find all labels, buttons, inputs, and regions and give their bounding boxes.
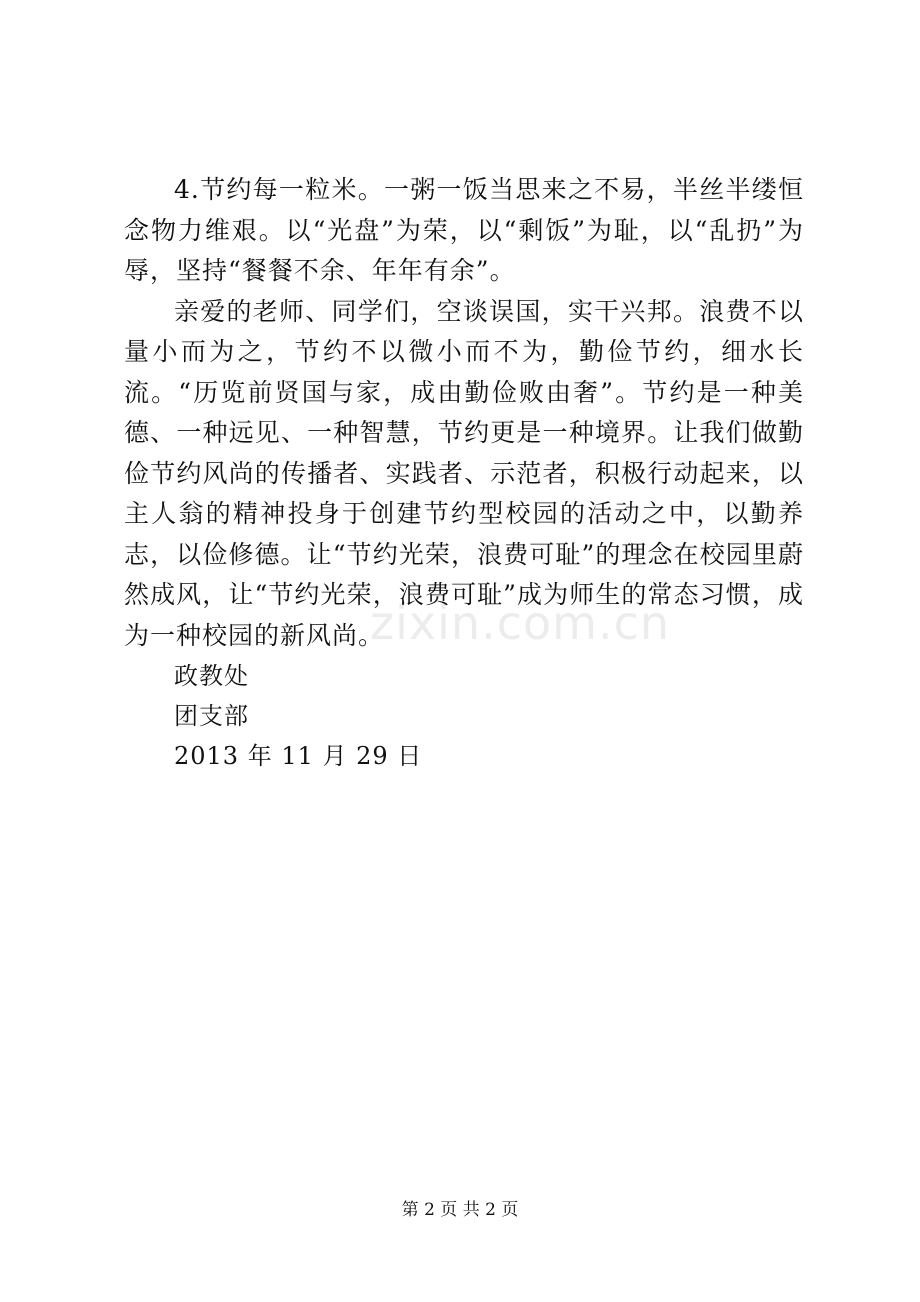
paragraph-closing-appeal: 亲爱的老师、同学们，空谈误国，实干兴邦。浪费不以量小而为之，节约不以微小而不为，勤俭节约，细水长流。“历览前贤国与家，成由勤俭败由奢”。节约是一种美德、一种远见、一种智慧，节约更是一种境界。让我们做勤俭节约风尚的传播者、实践者、示范者，积极行动起来，以主人翁的精神投身于创建节约型校园的活动之中，以勤养志，以俭修德。让“节约光荣，浪费可耻”的理念在校园里蔚然成风，让“节约光荣，浪费可耻”成为师生的常态习惯，成为一种校园的新风尚。	[124, 296, 804, 650]
paragraph-saving-rice: 4.节约每一粒米。一粥一饭当思来之不易，半丝半缕恒念物力维艰。以“光盘”为荣，以“剩饭”为耻，以“乱扔”为辱，坚持“餐餐不余、年年有余”。	[124, 175, 804, 285]
document-body	[124, 170, 804, 776]
watermark-text: zixin.com.cn	[370, 596, 671, 650]
signature-youth-league: 团支部	[174, 702, 249, 730]
signature-political-office: 政教处	[174, 662, 249, 690]
page-footer: 第 2 页 共 2 页	[401, 1200, 519, 1220]
signature-date: 2013 年 11 月 29 日	[174, 742, 423, 770]
